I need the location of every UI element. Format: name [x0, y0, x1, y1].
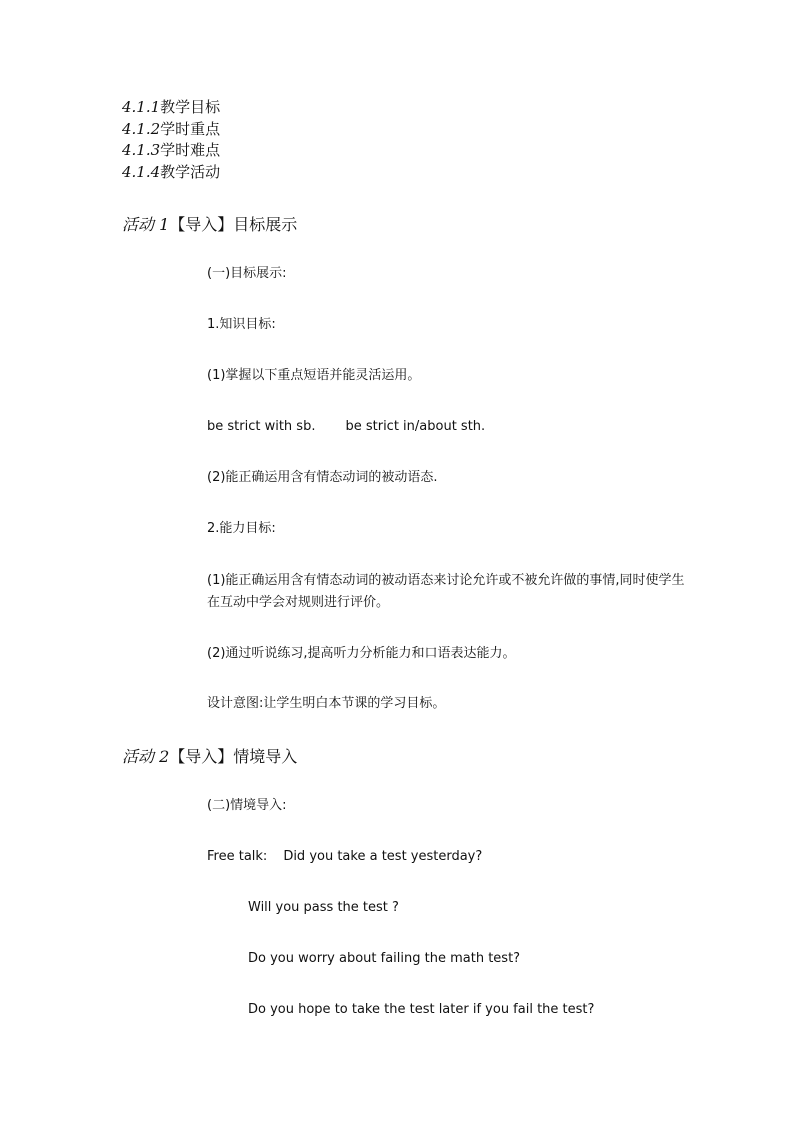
design-intent: 设计意图:让学生明白本节课的学习目标。 [207, 696, 446, 711]
toc-number: 4.1.1 [122, 98, 161, 116]
toc-text: 学时重点 [160, 119, 221, 138]
ability-item-2: (2)通过听说练习,提高听力分析能力和口语表达能力。 [207, 646, 516, 661]
ability-heading: 2.能力目标: [207, 521, 276, 536]
toc-text: 教学目标 [160, 98, 221, 116]
activity2-title: 【导入】情境导入 [169, 747, 298, 766]
phrase-b: be strict in/about sth. [345, 419, 486, 434]
activity2-section: (二)情境导入: [207, 798, 287, 813]
toc-number: 4.1.4 [122, 162, 161, 181]
activity2-heading [122, 744, 297, 767]
activity1-heading [122, 212, 297, 235]
knowledge-item-2: (2)能正确运用含有情态动词的被动语态. [207, 470, 438, 485]
toc-item [122, 119, 220, 141]
toc-list [122, 97, 220, 183]
activity1-title: 【导入】目标展示 [169, 215, 298, 234]
knowledge-item-1: (1)掌握以下重点短语并能灵活运用。 [207, 368, 421, 383]
toc-number: 4.1.2 [122, 119, 161, 138]
ability-item-1: (1)能正确运用含有情态动词的被动语态来讨论允许或不被允许做的事情,同时使学生在互动中学会对规则进行评价。 [207, 573, 685, 610]
toc-text: 学时难点 [160, 141, 221, 159]
question-3: Do you worry about failing the math test? [248, 951, 521, 966]
toc-item [122, 162, 220, 184]
toc-item [122, 97, 220, 119]
question-1: Did you take a test yesterday? [283, 849, 483, 864]
toc-text: 教学活动 [160, 162, 221, 181]
knowledge-heading: 1.知识目标: [207, 317, 276, 332]
question-4: Do you hope to take the test later if you fail the test? [248, 1002, 595, 1017]
free-talk-line [207, 846, 482, 868]
phrase-line [207, 416, 485, 438]
activity2-prefix: 活动 2 [122, 747, 170, 766]
free-talk-label: Free talk: [207, 849, 268, 864]
toc-item [122, 140, 220, 162]
activity1-prefix: 活动 1 [122, 215, 170, 234]
phrase-a: be strict with sb. [207, 419, 316, 434]
toc-number: 4.1.3 [122, 141, 161, 159]
activity1-section: (一)目标展示: [207, 266, 287, 281]
question-2: Will you pass the test ? [248, 900, 399, 915]
